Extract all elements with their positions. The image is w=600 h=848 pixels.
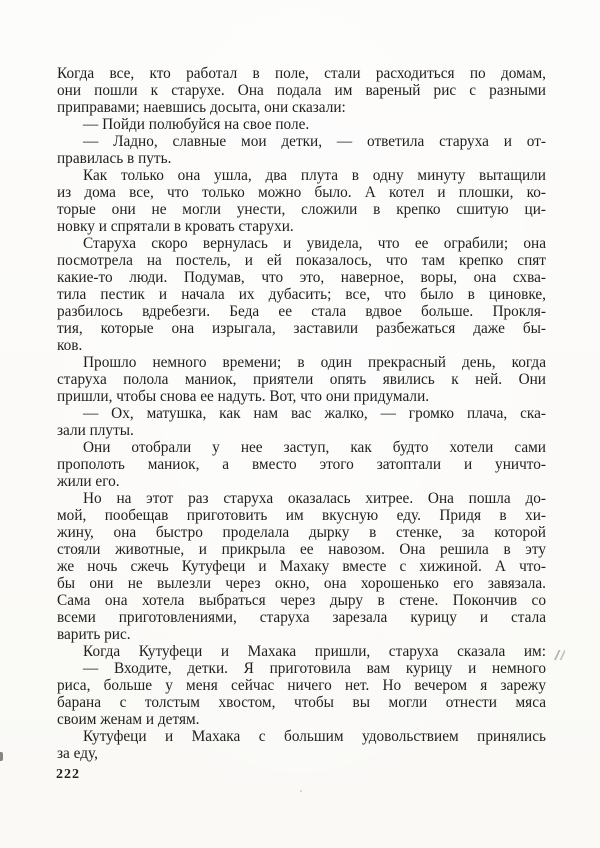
text-line: новку и спрятали в кровать старухи. — [57, 218, 294, 235]
scan-artifact — [0, 752, 3, 761]
text-line: зали плуты. — [57, 422, 134, 439]
text-line: разбилось вдребезги. Беда ее стала вдвое больше. Прокля- — [57, 303, 546, 320]
text-line: — Ох, матушка, как нам вас жалко, — громко плача, ска- — [83, 405, 546, 422]
text-line: бы они не вылезли через окно, она хорошенько его завязала. — [57, 575, 546, 592]
text-line: — Ладно, славные мои детки, — ответила старуха и от- — [83, 133, 546, 150]
text-line: ков. — [57, 337, 83, 354]
text-line: же ночь сжечь Кутуфеци и Махаку вместе с хижиной. А что- — [57, 558, 546, 575]
paragraph — [57, 405, 546, 439]
text-line: правилась в путь. — [57, 150, 172, 167]
paragraph — [57, 660, 546, 728]
text-line: Старуха скоро вернулась и увидела, что ее ограбили; она — [83, 235, 546, 252]
text-line: стояли животные, и прикрыла ее навозом. Она решила в эту — [57, 541, 546, 558]
text-line: из дома все, что только можно было. А котел и плошки, ко- — [57, 184, 546, 201]
text-line: — Пойди полюбуйся на свое поле. — [83, 116, 310, 133]
text-line: Прошло немного времени; в один прекрасный день, когда — [83, 354, 546, 371]
text-line: риса, больше у меня сейчас ничего нет. Но вечером я зарежу — [57, 677, 546, 694]
text-line: — Входите, детки. Я приготовила вам курицу и немного — [83, 660, 546, 677]
page-text — [57, 65, 546, 762]
text-line: старуха полола маниок, приятели опять явились к ней. Они — [57, 371, 546, 388]
paragraph — [57, 643, 546, 660]
paragraph — [57, 354, 546, 405]
text-line: Как только она ушла, два плута в одну минуту вытащили — [83, 167, 546, 184]
paragraph — [57, 728, 546, 762]
text-line: Но на этот раз старуха оказалась хитрее. Она пошла до- — [83, 490, 546, 507]
paragraph — [57, 65, 546, 116]
text-line: своим женам и детям. — [57, 711, 200, 728]
paragraph — [57, 167, 546, 235]
text-line: тила пестик и начала их дубасить; все, что было в циновке, — [57, 286, 546, 303]
paragraph — [57, 235, 546, 354]
text-line: тия, которые она изрыгала, заставили разбежаться даже бы- — [57, 320, 546, 337]
paragraph — [57, 439, 546, 490]
text-line: Сама она хотела выбраться через дыру в стене. Покончив со — [57, 592, 546, 609]
text-line: пришли, чтобы снова ее надуть. Вот, что они придумали. — [57, 388, 430, 405]
text-line: Когда Кутуфеци и Махака пришли, старуха сказала им: — [83, 643, 546, 660]
text-line: жили его. — [57, 473, 120, 490]
scan-artifact — [551, 650, 565, 660]
text-line: Они отобрали у нее заступ, как будто хотели сами — [83, 439, 546, 456]
text-line: Когда все, кто работал в поле, стали расходиться по домам, — [57, 65, 546, 82]
paragraph — [57, 133, 546, 167]
text-line: Кутуфеци и Махака с большим удовольствием принялись — [83, 728, 546, 745]
paragraph — [57, 116, 546, 133]
text-line: мой, пообещав приготовить им вкусную еду. Придя в хи- — [57, 507, 546, 524]
text-line: всеми приготовлениями, старуха зарезала курицу и стала — [57, 609, 546, 626]
text-line: варить рис. — [57, 626, 131, 643]
text-line: какие-то люди. Подумав, что это, наверное, воры, она схва- — [57, 269, 546, 286]
text-line: за еду, — [57, 745, 98, 762]
text-line: прополоть маниок, а вместо этого затоптали и уничто- — [57, 456, 546, 473]
text-line: торые они не могли унести, сложили в крепко сшитую ци- — [57, 201, 546, 218]
paragraph — [57, 490, 546, 643]
text-line: они пошли к старухе. Она подала им вареный рис с разными — [57, 82, 546, 99]
scan-artifact — [300, 790, 302, 792]
page-number: 222 — [56, 767, 80, 782]
text-line: приправами; наевшись досыта, они сказали: — [57, 99, 346, 116]
text-line: жину, она быстро проделала дырку в стенке, за которой — [57, 524, 546, 541]
text-line: посмотрела на постель, и ей показалось, что там крепко спят — [57, 252, 546, 269]
text-line: барана с толстым хвостом, чтобы вы могли отнести мяса — [57, 694, 546, 711]
